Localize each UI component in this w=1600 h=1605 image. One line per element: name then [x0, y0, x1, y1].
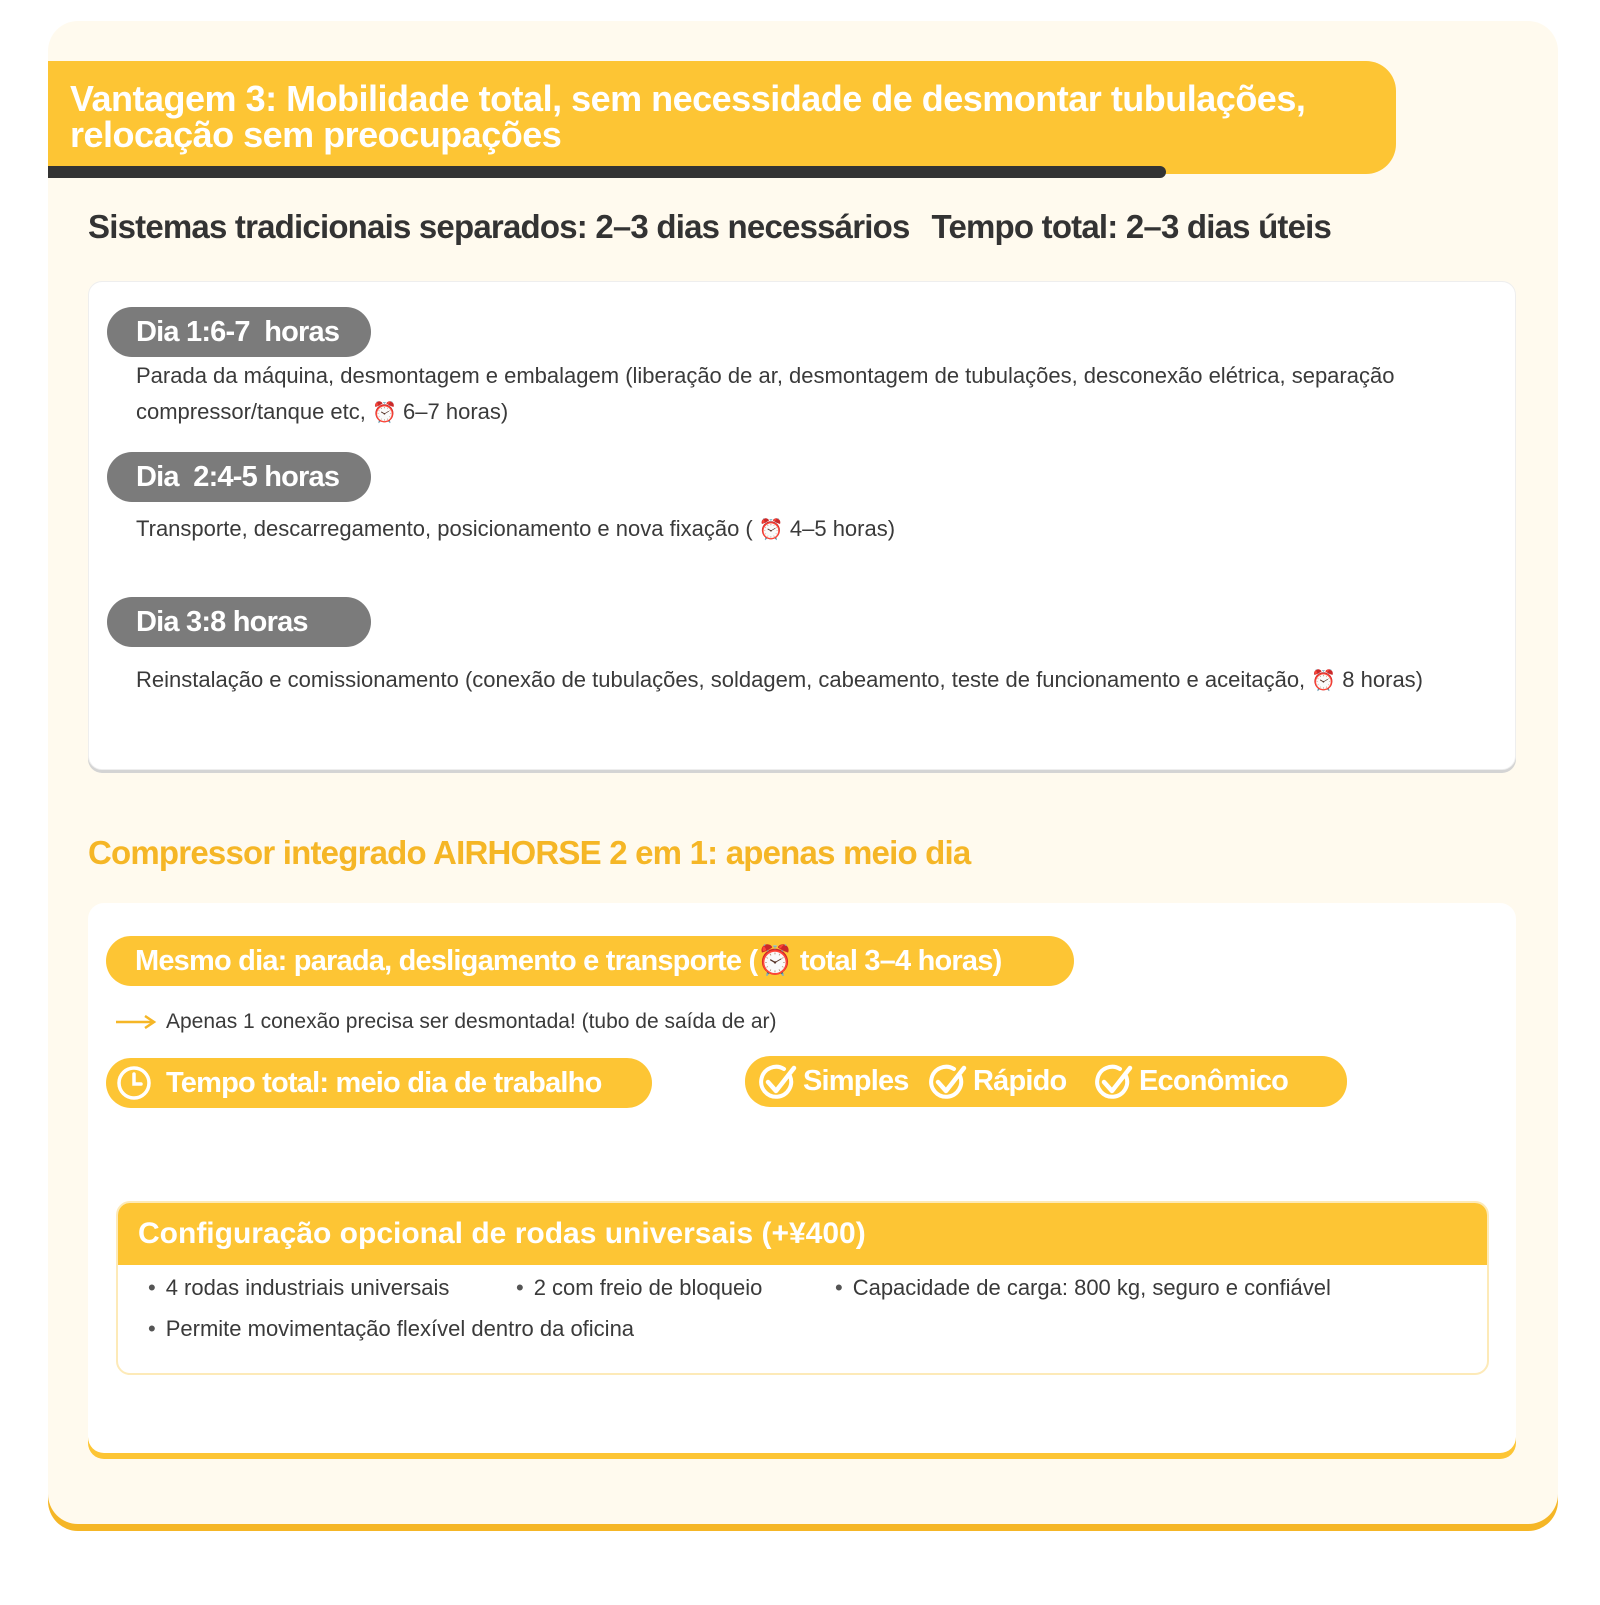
traditional-heading: [88, 208, 1331, 246]
disassembly-note-text: Apenas 1 conexão precisa ser desmontada! (tubo de saída de ar): [166, 1010, 777, 1033]
day-1-badge: Dia 1:6-7 horas: [107, 307, 371, 357]
alarm-clock-icon: ⏰: [372, 402, 397, 424]
alarm-clock-icon: ⏰: [757, 945, 793, 977]
day-2-description: Transporte, descarregamento, posicionamento e nova fixação ( ⏰ 4–5 horas): [136, 516, 896, 541]
wheel-feature-item: • Permite movimentação flexível dentro da oficina: [148, 1316, 634, 1342]
disassembly-note: [116, 1010, 777, 1034]
page-title: Vantagem 3: Mobilidade total, sem necessidade de desmontar tubulações, relocação sem preocupações: [70, 78, 1306, 155]
benefit-label: Simples: [803, 1065, 909, 1097]
airhorse-card: [88, 903, 1516, 1453]
wheels-heading: Configuração opcional de rodas universais (+¥400): [118, 1203, 1487, 1265]
alarm-clock-icon: ⏰: [758, 519, 784, 541]
alarm-clock-icon: ⏰: [1311, 670, 1337, 692]
same-day-badge: Mesmo dia: parada, desligamento e transporte (⏰ total 3–4 horas): [106, 936, 1074, 986]
traditional-heading-right: Tempo total: 2–3 dias úteis: [931, 208, 1332, 245]
day-2-badge: Dia 2:4-5 horas: [107, 452, 371, 502]
benefits-badge: [745, 1056, 1347, 1107]
traditional-heading-left: Sistemas tradicionais separados: 2–3 dias necessários: [88, 208, 910, 245]
total-time-label: Tempo total: meio dia de trabalho: [166, 1067, 602, 1099]
check-circle-icon: [757, 1062, 797, 1102]
day-1-description: Parada da máquina, desmontagem e embalagem (liberação de ar, desmontagem de tubulações, desconexão elétrica, separação compressor/tanque etc, ⏰ 6–7 horas): [136, 363, 1395, 424]
wheel-feature-item: • Capacidade de carga: 800 kg, seguro e confiável: [835, 1275, 1331, 1301]
wheel-feature-item: • 2 com freio de bloqueio: [516, 1275, 762, 1301]
airhorse-heading: Compressor integrado AIRHORSE 2 em 1: apenas meio dia: [88, 834, 971, 871]
benefit-label: Rápido: [973, 1065, 1067, 1097]
arrow-right-icon: [116, 1015, 158, 1029]
traditional-timeline-card: [88, 281, 1516, 770]
universal-wheels-box: [116, 1201, 1489, 1375]
title-underline: [48, 166, 1166, 178]
check-circle-icon: [927, 1062, 967, 1102]
check-circle-icon: [1093, 1062, 1133, 1102]
wheel-feature-item: • 4 rodas industriais universais: [148, 1275, 449, 1301]
total-time-badge: [106, 1058, 652, 1108]
benefit-label: Econômico: [1139, 1065, 1289, 1097]
day-3-description: Reinstalação e comissionamento (conexão de tubulações, soldagem, cabeamento, teste de funcionamento e aceitação, ⏰ 8 horas): [136, 667, 1424, 692]
clock-icon: [116, 1065, 152, 1101]
title-banner: [48, 61, 1396, 174]
day-3-badge: Dia 3:8 horas: [107, 597, 371, 647]
